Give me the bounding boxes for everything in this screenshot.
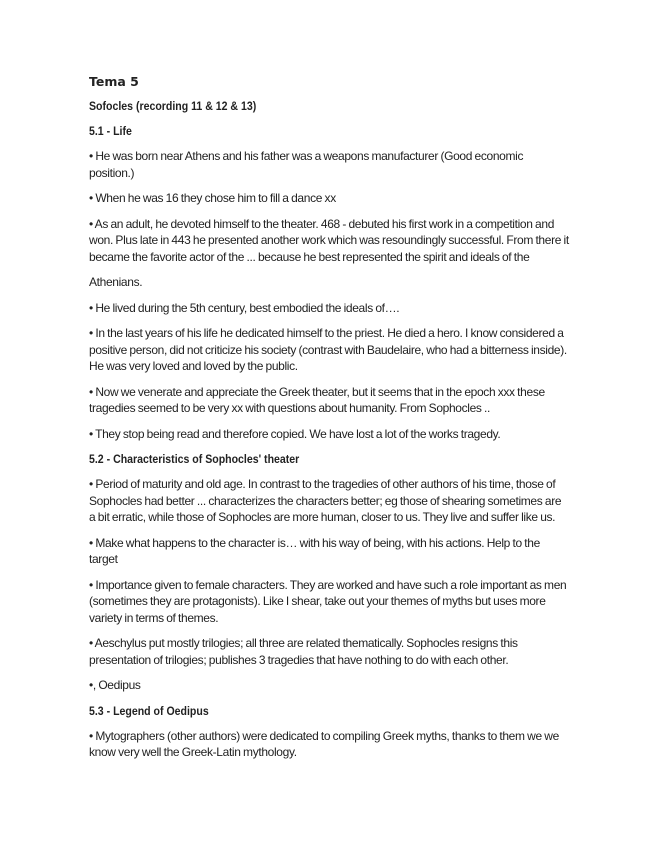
section-heading-life: 5.1 - Life <box>89 124 132 138</box>
paragraph-venerate: • Now we venerate and appreciate the Greek theater, but it seems that in the epoch xxx these tragedies seemed to be very xx with questions about humanity. From Sophocles .. <box>89 384 545 415</box>
section-heading-characteristics: 5.2 - Characteristics of Sophocles' theater <box>89 452 300 466</box>
paragraph-last-years: • In the last years of his life he dedicated himself to the priest. He died a hero. I know considered a positive person, did not criticize his society (contrast with Baudelaire, who had a bitterness inside). He was very loved and loved by the public. <box>89 326 567 373</box>
paragraph-character-actions: • Make what happens to the character is… with his way of being, with his actions. Help to the target <box>89 535 540 566</box>
document-page <box>89 74 569 770</box>
paragraph-female-characters: • Importance given to female characters. They are worked and have such a role important as men (sometimes they are protagonists). Like I shear, take out your themes of myths but uses more variety in terms of themes. <box>89 577 567 625</box>
paragraph-adult-theater: • As an adult, he devoted himself to the theater. 468 - debuted his first work in a competition and won. Plus late in 443 he presented another work which was resoundingly successful. From there it became the favorite actor of the ... because he best represented the spirit and ideals of the <box>89 216 569 264</box>
paragraph-birth: • He was born near Athens and his father was a weapons manufacturer (Good economic position.) <box>89 149 524 180</box>
paragraph-mytographers: • Mytographers (other authors) were dedicated to compiling Greek myths, thanks to them we we know very well the Greek-Latin mythology. <box>89 728 559 759</box>
paragraph-age-16: • When he was 16 they chose him to fill a dance xx <box>89 191 336 205</box>
document-title: Tema 5 <box>89 74 139 89</box>
section-heading-legend-oedipus: 5.3 - Legend of Oedipus <box>89 703 209 718</box>
paragraph-5th-century: • He lived during the 5th century, best embodied the ideals of…. <box>89 300 400 315</box>
paragraph-maturity: • Period of maturity and old age. In contrast to the tragedies of other authors of his time, those of Sophocles had better ... characterizes the characters better; eg those of shearing sometimes are a bit erratic, while those of Sophocles are more human, closer to us. They live and suffer like us. <box>89 477 562 524</box>
paragraph-trilogies: • Aeschylus put mostly trilogies; all three are related thematically. Sophocles resigns this presentation of trilogies; publishes 3 tragedies that have nothing to do with each other. <box>89 636 518 667</box>
paragraph-oedipus-bullet: •, Oedipus <box>89 678 141 692</box>
paragraph-athenians: Athenians. <box>89 275 143 289</box>
paragraph-lost-works: • They stop being read and therefore copied. We have lost a lot of the works tragedy. <box>89 426 501 441</box>
section-heading-sofocles: Sofocles (recording 11 & 12 & 13) <box>89 99 257 113</box>
